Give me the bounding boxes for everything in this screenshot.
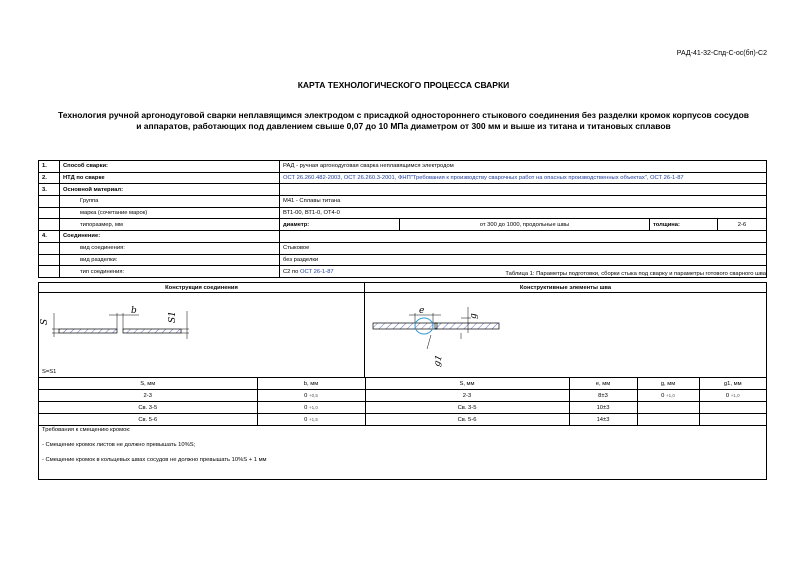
joint-design-svg bbox=[39, 293, 365, 377]
grid-header bbox=[39, 378, 766, 390]
col-b: b, мм bbox=[257, 378, 365, 390]
cell-s2: 2-3 bbox=[365, 390, 569, 402]
plate-right bbox=[123, 329, 181, 333]
document-code: РАД-41-32-Спд-С-ос(бп)-С2 bbox=[676, 50, 767, 57]
thickness-value: 2-6 bbox=[718, 219, 767, 231]
parameters-table bbox=[38, 282, 767, 480]
row-base-material bbox=[39, 184, 767, 196]
cell-e: 10±3 bbox=[569, 402, 637, 414]
cell-g bbox=[637, 414, 699, 426]
row-groove bbox=[39, 254, 767, 266]
label-b: b bbox=[131, 306, 137, 316]
row-welding-method bbox=[39, 161, 767, 173]
cell-g1: 0 +1,0 bbox=[699, 390, 766, 402]
row-material-group bbox=[39, 196, 767, 208]
subtitle-line-2: и аппаратов, работающих под давлением свыше 0,07 до 10 МПа диаметром от 300 мм и выше из титана и титановых сплавов bbox=[136, 120, 671, 131]
cell-b: 0 +0,5 bbox=[257, 390, 365, 402]
note-s-equals-s1: S=S1 bbox=[42, 369, 57, 375]
cell-g bbox=[637, 402, 699, 414]
joint-design-header: Конструкция соединения bbox=[39, 283, 365, 293]
joint-label: Соединение: bbox=[60, 231, 280, 243]
row-number: 2. bbox=[39, 172, 60, 184]
label-s1: S1 bbox=[168, 311, 178, 323]
subtitle-line-1: Технология ручной аргонодуговой сварки неплавящимся электродом с присадкой одностороннего стыкового соединения без разделки кромок корпусов сосудов bbox=[57, 110, 750, 120]
ntd-value-link[interactable]: ОСТ 26.260.482-2003, ОСТ 26.260.3-2001, ФНП"Требования к производству сварочных работ на опасных производственных объектах", ОСТ 26-1-87 bbox=[280, 172, 767, 184]
document-title: КАРТА ТЕХНОЛОГИЧЕСКОГО ПРОЦЕССА СВАРКИ bbox=[297, 80, 510, 90]
welding-method-value: РАД - ручная аргонодуговая сварка неплавящимся электродом bbox=[280, 161, 767, 173]
label-e: e bbox=[419, 306, 425, 316]
material-group-value: М41 - Сплавы титана bbox=[280, 196, 767, 208]
row-ntd bbox=[39, 172, 767, 184]
edge-offset-requirements bbox=[42, 428, 267, 472]
row-size bbox=[39, 219, 767, 231]
table-row bbox=[39, 390, 766, 402]
ntd-label: НТД по сварке bbox=[60, 172, 280, 184]
document-subtitle bbox=[30, 110, 777, 131]
row-joint bbox=[39, 231, 767, 243]
col-e: e, мм bbox=[569, 378, 637, 390]
weld-elements-drawing bbox=[365, 293, 766, 377]
row-material-grade bbox=[39, 207, 767, 219]
col-s2: S, мм bbox=[365, 378, 569, 390]
table-row bbox=[39, 402, 766, 414]
joint-type-label: тип соединения: bbox=[60, 266, 280, 278]
joint-type-prefix: С2 по bbox=[283, 268, 299, 275]
thickness-label: толщина: bbox=[650, 219, 718, 231]
table-caption: Таблица 1: Параметры подготовки, сборки стыка под сварку и параметры готового сварного шва bbox=[505, 271, 766, 277]
weld-elements-svg bbox=[365, 293, 766, 377]
diameter-label: диаметр: bbox=[280, 219, 400, 231]
cell-b: 0 +1,5 bbox=[257, 414, 365, 426]
col-s: S, мм bbox=[39, 378, 257, 390]
cell-e: 14±3 bbox=[569, 414, 637, 426]
plate-left bbox=[373, 323, 437, 329]
groove-label: вид разделки: bbox=[60, 254, 280, 266]
row-number: 3. bbox=[39, 184, 60, 196]
label-s: S bbox=[40, 318, 50, 325]
col-g1: g1, мм bbox=[699, 378, 766, 390]
label-g1: g1 bbox=[432, 354, 445, 368]
joint-kind-value: Стыковое bbox=[280, 242, 767, 254]
row-number: 4. bbox=[39, 231, 60, 243]
row-number: 1. bbox=[39, 161, 60, 173]
cell-s2: Св. 3-5 bbox=[365, 402, 569, 414]
plate-right bbox=[435, 323, 499, 329]
material-grade-value: ВТ1-00, ВТ1-0, ОТ4-0 bbox=[280, 207, 767, 219]
cell-g1 bbox=[699, 402, 766, 414]
diameter-value: от 300 до 1000, продольные швы bbox=[400, 219, 650, 231]
ost-link[interactable]: ОСТ 26-1-87 bbox=[300, 268, 334, 275]
joint-design-drawing bbox=[39, 293, 365, 377]
requirements-title: Требования к смещению кромок: bbox=[42, 427, 131, 433]
cell-g1 bbox=[699, 414, 766, 426]
size-label: типоразмер, мм bbox=[60, 219, 280, 231]
requirement-1: - Смещение кромок листов не должно превышать 10%S; bbox=[42, 441, 196, 448]
cell-s: Св. 5-6 bbox=[39, 414, 257, 426]
cell-g: 0 +1,0 bbox=[637, 390, 699, 402]
requirement-2: - Смещение кромок в кольцевых швах сосудов не должно превышать 10%S + 1 мм bbox=[42, 456, 267, 463]
cell-s2: Св. 5-6 bbox=[365, 414, 569, 426]
welding-method-label: Способ сварки: bbox=[60, 161, 280, 173]
cell-b: 0 +1,0 bbox=[257, 402, 365, 414]
label-g: g bbox=[469, 313, 479, 319]
cell-s: 2-3 bbox=[39, 390, 257, 402]
cell-s: Св. 3-5 bbox=[39, 402, 257, 414]
table-row bbox=[39, 414, 766, 426]
material-grade-label: марка (сочетание марок) bbox=[60, 207, 280, 219]
row-joint-kind bbox=[39, 242, 767, 254]
material-group-label: Группа bbox=[60, 196, 280, 208]
process-info-table bbox=[38, 160, 767, 278]
dimensions-grid bbox=[39, 377, 766, 426]
cell-e: 8±3 bbox=[569, 390, 637, 402]
groove-value: без разделки bbox=[280, 254, 767, 266]
col-g: g, мм bbox=[637, 378, 699, 390]
base-material-label: Основной материал: bbox=[60, 184, 280, 196]
plate-left bbox=[59, 329, 117, 333]
weld-elements-header: Конструктивные элементы шва bbox=[365, 283, 766, 293]
joint-kind-label: вид соединения: bbox=[60, 242, 280, 254]
